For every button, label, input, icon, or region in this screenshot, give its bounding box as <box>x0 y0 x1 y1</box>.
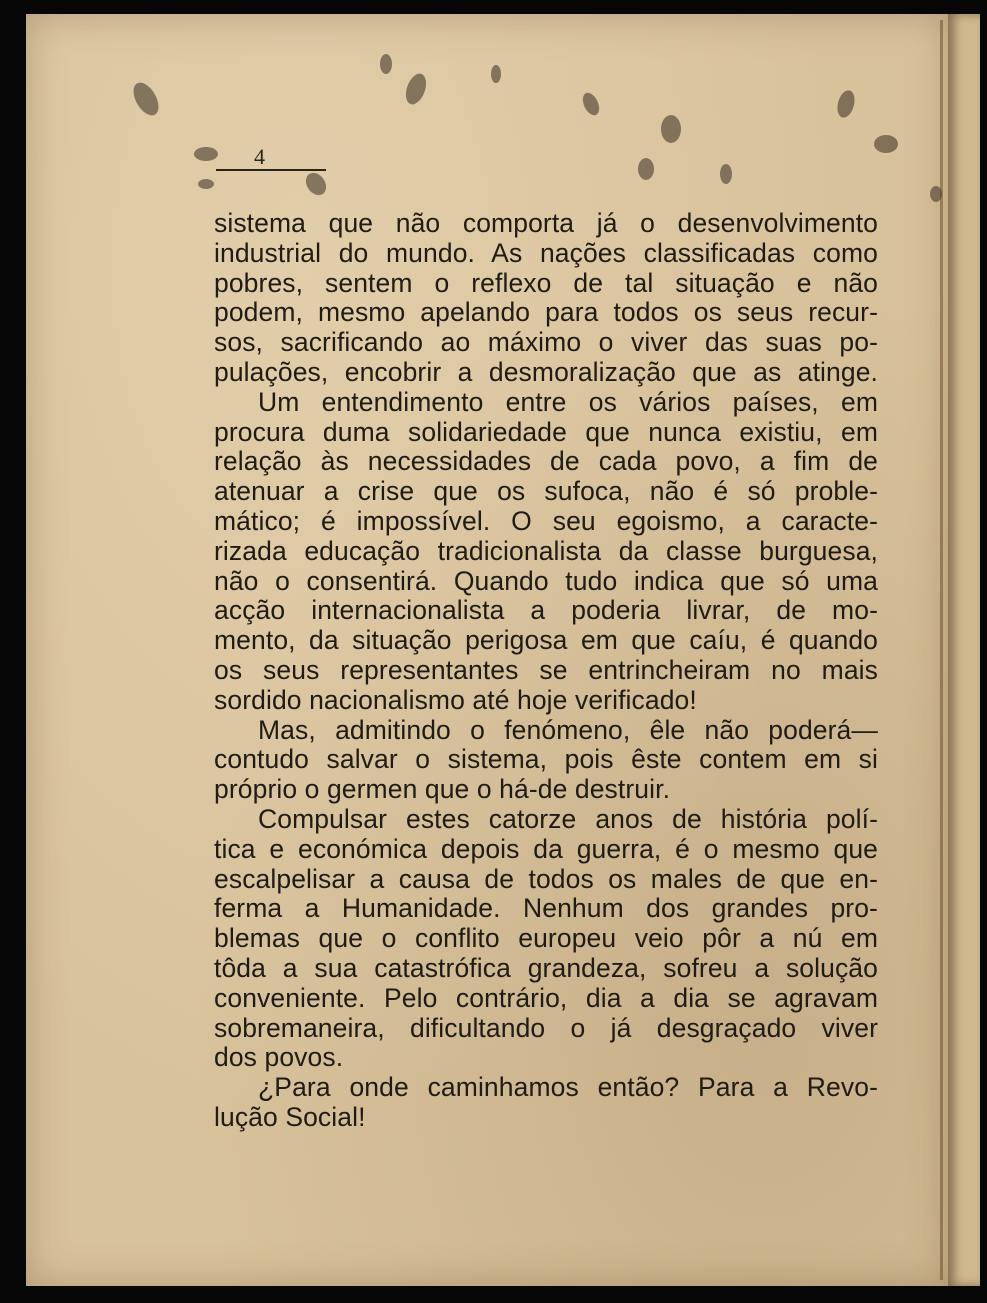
text-line: pobres, sentem o reflexo de tal situação e não <box>214 267 878 298</box>
text-line: atenuar a crise que os sufoca, não é só proble- <box>214 476 878 507</box>
text-line: relação às necessidades de cada povo, a fim de <box>214 446 878 477</box>
text-line: pulações, encobrir a desmoralização que as atinge. <box>214 356 878 387</box>
text-line: Mas, admitindo o fenómeno, êle não poderá— <box>258 714 878 745</box>
text-line: tôda a sua catastrófica grandeza, sofreu a solução <box>214 952 878 983</box>
adjacent-page-edge <box>948 14 980 1286</box>
text-line: mento, da situação perigosa em que caíu, é quando <box>214 625 878 656</box>
body-text <box>214 209 878 1133</box>
page-fold <box>940 20 943 1280</box>
text-line: blemas que o conflito europeu veio pôr a nú em <box>214 923 878 954</box>
text-line: dos povos. <box>214 1042 344 1073</box>
text-line: Um entendimento entre os vários países, em <box>258 386 878 417</box>
text-line: conveniente. Pelo contrário, dia a dia se agravam <box>214 982 878 1013</box>
text-line: sistema que não comporta já o desenvolvimento <box>214 208 878 238</box>
page-number-rule <box>216 169 326 171</box>
book-page <box>26 14 948 1286</box>
page-number: 4 <box>254 144 265 169</box>
text-line: acção internacionalista a poderia livrar, de mo- <box>214 595 878 626</box>
text-line: mático; é impossível. O seu egoismo, a caracte- <box>214 505 878 536</box>
text-line: Compulsar estes catorze anos de história polí- <box>258 803 878 834</box>
text-line: sos, sacrificando ao máximo o viver das suas po- <box>214 327 878 358</box>
text-line: industrial do mundo. As nações classificadas como <box>214 237 878 268</box>
text-line: podem, mesmo apelando para todos os seus recur- <box>214 297 878 328</box>
text-line: rizada educação tradicionalista da classe burguesa, <box>214 535 878 566</box>
text-line: os seus representantes se entrincheiram no mais <box>214 654 878 685</box>
text-line: tica e económica depois da guerra, é o mesmo que <box>214 833 878 864</box>
text-line: contudo salvar o sistema, pois êste contem em si <box>214 744 878 775</box>
text-line: sordido nacionalismo até hoje verificado! <box>214 684 697 715</box>
text-line: lução Social! <box>214 1101 366 1132</box>
text-line: procura duma solidariedade que nunca existiu, em <box>214 416 878 447</box>
text-line: ¿Para onde caminhamos então? Para a Revo- <box>258 1072 878 1103</box>
text-line: próprio o germen que o há-de destruir. <box>214 774 671 805</box>
text-line: sobremaneira, dificultando o já desgraçado viver <box>214 1012 878 1043</box>
text-line: não o consentirá. Quando tudo indica que só uma <box>214 565 878 596</box>
text-line: escalpelisar a causa de todos os males de que en- <box>214 863 878 894</box>
text-line: ferma a Humanidade. Nenhum dos grandes pro- <box>214 893 878 924</box>
